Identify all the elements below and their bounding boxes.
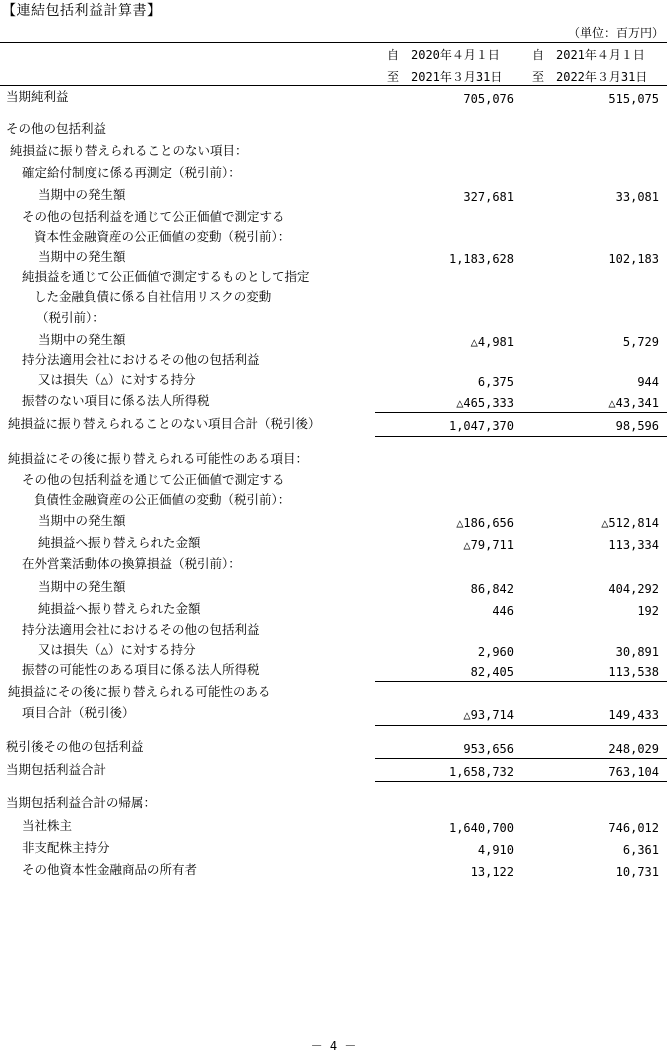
table-row [0,621,667,643]
row-label: 純損益にその後に振り替えられる可能性のある項目： [8,451,309,466]
prior-year-value: 327,681 [463,190,514,204]
subtotal-rule [375,436,667,437]
prior-year-value: 1,640,700 [448,821,514,835]
row-label: 振替の可能性のある項目に係る法人所得税 [22,662,260,677]
table-row [0,450,667,472]
table-row [0,268,667,290]
row-label: 確定給付制度に係る再測定（税引前）： [22,165,241,180]
row-label: 資本性金融資産の公正価値の変動（税引前）： [34,229,291,244]
prior-year-value: △186,656 [456,516,514,530]
row-label: 当期中の発生額 [38,332,126,347]
table-row [0,861,667,883]
total-rule [375,781,667,782]
current-year-value: 98,596 [615,419,659,433]
current-year-value: △512,814 [601,516,659,530]
current-year-value: 6,361 [622,843,659,857]
page-number: － 4 － [310,1039,357,1053]
table-row [0,839,667,861]
current-year-value: △43,341 [608,396,659,410]
prior-year-value: 953,656 [463,742,514,756]
row-label: 当期包括利益合計の帰属： [6,795,157,810]
current-year-value: 102,183 [608,252,659,266]
current-year-value: 763,104 [608,765,659,779]
row-label: 非支配株主持分 [22,840,110,855]
row-label: 持分法適用会社におけるその他の包括利益 [22,622,260,637]
table-row [0,331,667,353]
table-row [0,120,667,142]
subtotal-rule [375,681,667,682]
row-label: 振替のない項目に係る法人所得税 [22,393,210,408]
prior-year-value: 86,842 [470,582,514,596]
row-label: 純損益へ振り替えられた金額 [38,601,201,616]
subtotal-rule [375,412,667,413]
row-label: した金融負債に係る自社信用リスクの変動 [34,289,272,304]
row-label: 当期純利益 [6,89,69,104]
row-label: 在外営業活動体の換算損益（税引前）： [22,556,241,571]
row-label: その他の包括利益を通じて公正価値で測定する [22,472,285,487]
header-top-rule [0,42,667,43]
row-label: （税引前）： [36,310,105,325]
unit-label: （単位：百万円） [567,26,664,40]
row-label: 税引後その他の包括利益 [6,739,144,754]
prior-year-value: 1,183,628 [448,252,514,266]
period-from: 自 2020年４月１日 [387,48,500,62]
row-label: 当期中の発生額 [38,513,126,528]
current-year-value: 33,081 [615,190,659,204]
prior-year-value: △93,714 [463,708,514,722]
current-year-value: 10,731 [615,865,659,879]
prior-year-value: 6,375 [477,375,514,389]
table-row [0,208,667,230]
current-year-value: 248,029 [608,742,659,756]
table-row [0,817,667,839]
row-label: 純損益を通じて公正価値で測定するものとして指定 [22,269,310,284]
table-row [0,794,667,816]
row-label: 項目合計（税引後） [22,705,135,720]
table-row [0,351,667,373]
period-from: 自 2021年４月１日 [532,48,645,62]
row-label: 純損益に振り替えられることのない項目： [10,143,248,158]
table-row [0,228,667,250]
table-row [0,392,667,414]
current-year-value: 515,075 [608,92,659,106]
prior-year-value: △465,333 [456,396,514,410]
current-year-value: 5,729 [622,335,659,349]
table-row [0,471,667,493]
row-label: 負債性金融資産の公正価値の変動（税引前）： [34,492,291,507]
current-year-value: 746,012 [608,821,659,835]
table-row [0,534,667,556]
column-header-prior-year [387,44,502,88]
prior-year-value: △4,981 [470,335,514,349]
prior-year-value: 1,047,370 [448,419,514,433]
table-row [0,309,667,331]
prior-year-value: △79,711 [463,538,514,552]
subtotal-rule [375,758,667,759]
column-header-current-year [532,44,647,88]
row-label: 純損益へ振り替えられた金額 [38,535,201,550]
row-label: 当社株主 [22,818,73,833]
current-year-value: 404,292 [608,582,659,596]
table-row [0,704,667,726]
prior-year-value: 82,405 [470,665,514,679]
prior-year-value: 4,910 [477,843,514,857]
table-row [0,512,667,534]
period-to: 至 2022年３月31日 [532,70,648,84]
table-row [0,600,667,622]
table-row [0,491,667,513]
table-row [0,641,667,663]
table-row [0,371,667,393]
row-label: 純損益に振り替えられることのない項目合計（税引後） [8,416,321,431]
statement-title: 【連結包括利益計算書】 [2,3,162,19]
table-row [0,288,667,310]
table-row [0,186,667,208]
table-row [0,761,667,783]
row-label: その他資本性金融商品の所有者 [22,862,198,877]
table-row [0,683,667,705]
header-bottom-rule [0,85,667,86]
current-year-value: 113,538 [608,665,659,679]
period-to: 至 2021年３月31日 [387,70,503,84]
prior-year-value: 1,658,732 [448,765,514,779]
prior-year-value: 705,076 [463,92,514,106]
table-row [0,578,667,600]
table-row [0,88,667,110]
table-row [0,738,667,760]
subtotal-rule [375,725,667,726]
row-label: 又は損失（△）に対する持分 [38,642,196,657]
current-year-value: 149,433 [608,708,659,722]
row-label: 当期中の発生額 [38,249,126,264]
current-year-value: 944 [637,375,659,389]
prior-year-value: 2,960 [477,645,514,659]
prior-year-value: 446 [492,604,514,618]
table-row [0,415,667,437]
table-row [0,164,667,186]
current-year-value: 192 [637,604,659,618]
row-label: その他の包括利益を通じて公正価値で測定する [22,209,285,224]
current-year-value: 30,891 [615,645,659,659]
row-label: 当期包括利益合計 [6,762,107,777]
table-row [0,555,667,577]
row-label: 当期中の発生額 [38,187,126,202]
row-label: その他の包括利益 [6,121,107,136]
prior-year-value: 13,122 [470,865,514,879]
row-label: 又は損失（△）に対する持分 [38,372,196,387]
table-row [0,661,667,683]
table-row [0,142,667,164]
row-label: 持分法適用会社におけるその他の包括利益 [22,352,260,367]
row-label: 純損益にその後に振り替えられる可能性のある [8,684,271,699]
current-year-value: 113,334 [608,538,659,552]
table-row [0,248,667,270]
row-label: 当期中の発生額 [38,579,126,594]
